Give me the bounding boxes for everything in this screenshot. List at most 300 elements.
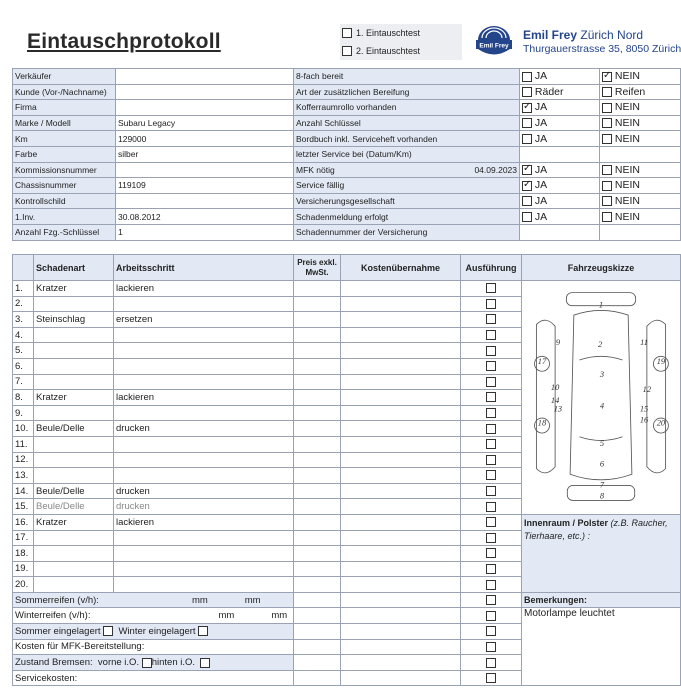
cost-coverage-cell[interactable] [341, 436, 461, 452]
option-1-cell[interactable] [520, 193, 600, 209]
execution-cell[interactable] [461, 530, 522, 546]
check-label-text: Service fällig [296, 180, 345, 191]
execution-cell[interactable] [461, 281, 522, 297]
option-1-checkbox[interactable] [522, 181, 532, 191]
execution-cell[interactable] [461, 483, 522, 499]
cost-coverage-cell[interactable] [341, 452, 461, 468]
winter-stored-label: Winter eingelagert [118, 625, 196, 637]
damage-row [13, 514, 681, 530]
footer-empty [341, 592, 461, 608]
brand-name [523, 28, 643, 42]
execution-cell[interactable] [461, 405, 522, 421]
check-label-text: 8-fach bereit [296, 71, 344, 82]
option-1-label: JA [534, 132, 548, 145]
damage-row [13, 281, 681, 297]
price-cell[interactable] [294, 468, 341, 484]
work-step[interactable] [114, 296, 294, 312]
execution-checkbox[interactable] [486, 564, 496, 574]
sketch-zone-2: 2 [597, 339, 603, 350]
execution-checkbox[interactable] [486, 533, 496, 543]
price-cell[interactable] [294, 312, 341, 328]
interior-cell[interactable] [522, 514, 681, 592]
footer-check-cell[interactable] [461, 639, 522, 655]
info-value[interactable] [116, 193, 294, 209]
col-ausfuehrung: Ausführung [461, 255, 522, 281]
footer-check-cell[interactable] [461, 592, 522, 608]
sketch-zone-14: 14 [550, 395, 560, 406]
option-2-cell[interactable] [600, 193, 681, 209]
price-cell[interactable] [294, 530, 341, 546]
test-option-2[interactable] [340, 42, 462, 60]
option-1-cell[interactable] [520, 131, 600, 147]
work-step[interactable] [114, 546, 294, 562]
cost-coverage-cell[interactable] [341, 405, 461, 421]
execution-cell[interactable] [461, 312, 522, 328]
execution-cell[interactable] [461, 452, 522, 468]
cost-coverage-cell[interactable] [341, 374, 461, 390]
price-cell[interactable] [294, 374, 341, 390]
cost-coverage-cell[interactable] [341, 390, 461, 406]
damage-type[interactable]: Beule/Delle [34, 483, 114, 499]
storage-checkbox[interactable] [486, 626, 496, 636]
damage-type[interactable]: Kratzer [34, 514, 114, 530]
cost-coverage-cell[interactable] [341, 312, 461, 328]
option-1-checkbox[interactable] [522, 212, 532, 222]
price-cell[interactable] [294, 499, 341, 515]
check-label [294, 193, 520, 209]
test-2-checkbox[interactable] [342, 46, 352, 56]
footer-empty [294, 670, 341, 686]
info-value[interactable] [116, 84, 294, 100]
damage-row-number: 12. [13, 452, 34, 468]
execution-checkbox[interactable] [486, 455, 496, 465]
option-1-checkbox[interactable] [522, 87, 532, 97]
damage-row-number: 20. [13, 577, 34, 593]
info-value[interactable]: 129000 [116, 131, 294, 147]
emil-frey-emblem-icon [475, 24, 513, 58]
work-step[interactable] [114, 561, 294, 577]
cost-coverage-cell[interactable] [341, 343, 461, 359]
option-2-checkbox[interactable] [602, 165, 612, 175]
check-label-text: Art der zusätzlichen Bereifung [296, 86, 410, 97]
option-1-checkbox[interactable] [522, 165, 532, 175]
damage-type[interactable] [34, 374, 114, 390]
option-2-cell[interactable] [600, 115, 681, 131]
damage-type[interactable] [34, 468, 114, 484]
cost-coverage-cell[interactable] [341, 358, 461, 374]
price-cell[interactable] [294, 390, 341, 406]
price-cell[interactable] [294, 577, 341, 593]
col-number [13, 255, 34, 281]
winter-tires-cell[interactable] [13, 608, 294, 624]
footer-check-cell[interactable] [461, 655, 522, 671]
damage-row-number: 3. [13, 312, 34, 328]
option-1-cell[interactable] [520, 69, 600, 85]
info-label: Kommissionsnummer [13, 162, 116, 178]
info-value[interactable] [116, 162, 294, 178]
option-1-cell[interactable] [520, 178, 600, 194]
brand-name-light: Zürich Nord [580, 28, 644, 42]
option-1-cell[interactable] [520, 115, 600, 131]
option-2-checkbox[interactable] [602, 181, 612, 191]
work-step[interactable] [114, 452, 294, 468]
vehicle-sketch-cell [522, 281, 681, 515]
info-value[interactable]: Subaru Legacy [116, 115, 294, 131]
execution-checkbox[interactable] [486, 580, 496, 590]
option-2-cell[interactable] [600, 69, 681, 85]
mfk-cost-cell[interactable] [13, 639, 294, 655]
option-2-checkbox[interactable] [602, 212, 612, 222]
option-2-checkbox[interactable] [602, 118, 612, 128]
work-step[interactable]: drucken [114, 483, 294, 499]
execution-cell[interactable] [461, 390, 522, 406]
option-2-label: NEIN [614, 117, 641, 130]
damage-type[interactable] [34, 561, 114, 577]
option-2-label: NEIN [614, 163, 641, 176]
cost-coverage-cell[interactable] [341, 499, 461, 515]
price-cell[interactable] [294, 421, 341, 437]
option-1-label: JA [534, 101, 548, 114]
option-2-cell[interactable] [600, 146, 681, 162]
brakes-cell[interactable] [13, 655, 294, 671]
info-row [13, 131, 681, 147]
work-step[interactable] [114, 374, 294, 390]
execution-cell[interactable] [461, 436, 522, 452]
winter-tires-checkbox[interactable] [486, 611, 496, 621]
info-value[interactable]: 30.08.2012 [116, 209, 294, 225]
damage-row-number: 9. [13, 405, 34, 421]
option-2-cell[interactable] [600, 162, 681, 178]
price-cell[interactable] [294, 343, 341, 359]
execution-cell[interactable] [461, 468, 522, 484]
price-cell[interactable] [294, 327, 341, 343]
check-label-text: Kofferraumrollo vorhanden [296, 102, 397, 113]
option-2-label: NEIN [614, 132, 641, 145]
footer-empty [341, 670, 461, 686]
footer-row [13, 592, 681, 608]
sketch-zone-19: 19 [656, 356, 666, 367]
footer-empty [341, 608, 461, 624]
execution-checkbox[interactable] [486, 439, 496, 449]
option-2-cell[interactable] [600, 100, 681, 116]
execution-checkbox[interactable] [486, 392, 496, 402]
brand-name-bold: Emil Frey [523, 28, 578, 42]
damage-type[interactable] [34, 452, 114, 468]
interior-hint: (z.B. Raucher, Tierhaare, etc.) : [524, 517, 668, 541]
footer-empty [341, 639, 461, 655]
cost-coverage-cell[interactable] [341, 327, 461, 343]
work-step[interactable]: lackieren [114, 390, 294, 406]
damage-type[interactable] [34, 358, 114, 374]
damage-row-number: 15. [13, 499, 34, 515]
execution-cell[interactable] [461, 561, 522, 577]
brakes-front-checkbox[interactable] [142, 658, 152, 668]
service-cost-checkbox[interactable] [486, 673, 496, 683]
vehicle-diagram-icon [522, 287, 680, 507]
sketch-zone-15: 15 [639, 403, 649, 414]
footer-check-cell[interactable] [461, 670, 522, 686]
check-label-text: MFK nötig [296, 164, 335, 175]
option-2-label: Reifen [614, 85, 646, 98]
execution-checkbox[interactable] [486, 299, 496, 309]
summer-stored-label: Sommer eingelagert [15, 625, 101, 637]
footer-check-cell[interactable] [461, 624, 522, 640]
damage-type[interactable] [34, 577, 114, 593]
damage-row-number: 10. [13, 421, 34, 437]
execution-checkbox[interactable] [486, 346, 496, 356]
info-value[interactable] [116, 69, 294, 85]
price-cell[interactable] [294, 405, 341, 421]
execution-checkbox[interactable] [486, 470, 496, 480]
execution-checkbox[interactable] [486, 314, 496, 324]
option-1-checkbox[interactable] [522, 134, 532, 144]
info-value[interactable]: 119109 [116, 178, 294, 194]
damage-type[interactable]: Kratzer [34, 390, 114, 406]
check-label [294, 100, 520, 116]
option-1-label: JA [534, 179, 548, 192]
price-cell[interactable] [294, 281, 341, 297]
sketch-zone-13: 13 [553, 403, 563, 414]
option-1-label: JA [534, 117, 548, 130]
work-step[interactable]: lackieren [114, 281, 294, 297]
damage-type[interactable] [34, 546, 114, 562]
footer-check-cell[interactable] [461, 608, 522, 624]
execution-checkbox[interactable] [486, 283, 496, 293]
service-cost-cell[interactable] [13, 670, 294, 686]
option-2-checkbox[interactable] [602, 196, 612, 206]
info-row [13, 84, 681, 100]
sketch-zone-16: 16 [639, 415, 649, 426]
damage-row-number: 18. [13, 546, 34, 562]
work-step[interactable] [114, 436, 294, 452]
option-1-cell[interactable] [520, 162, 600, 178]
damage-type[interactable] [34, 327, 114, 343]
damage-row-number: 6. [13, 358, 34, 374]
summer-mm-rear: mm [244, 594, 261, 606]
execution-checkbox[interactable] [486, 361, 496, 371]
option-1-checkbox[interactable] [522, 196, 532, 206]
info-value[interactable] [116, 100, 294, 116]
info-label: Chassisnummer [13, 178, 116, 194]
option-1-cell[interactable] [520, 146, 600, 162]
sketch-zone-3: 3 [599, 369, 605, 380]
footer-empty [294, 624, 341, 640]
option-1-checkbox[interactable] [522, 103, 532, 113]
option-1-checkbox[interactable] [522, 72, 532, 82]
cost-coverage-cell[interactable] [341, 561, 461, 577]
damage-type[interactable]: Beule/Delle [34, 421, 114, 437]
check-label [294, 224, 520, 240]
execution-cell[interactable] [461, 514, 522, 530]
work-step[interactable] [114, 343, 294, 359]
damage-type[interactable] [34, 530, 114, 546]
damage-row-number: 8. [13, 390, 34, 406]
price-cell[interactable] [294, 561, 341, 577]
option-2-cell[interactable] [600, 84, 681, 100]
price-cell[interactable] [294, 514, 341, 530]
test-1-checkbox[interactable] [342, 28, 352, 38]
info-row [13, 193, 681, 209]
damage-type[interactable]: Beule/Delle [34, 499, 114, 515]
option-2-cell[interactable] [600, 209, 681, 225]
option-1-cell[interactable] [520, 100, 600, 116]
cost-coverage-cell[interactable] [341, 546, 461, 562]
damage-type[interactable] [34, 405, 114, 421]
service-cost-label: Servicekosten: [15, 672, 78, 684]
work-step[interactable] [114, 530, 294, 546]
option-2-checkbox[interactable] [602, 72, 612, 82]
damage-row-number: 16. [13, 514, 34, 530]
work-step[interactable]: drucken [114, 421, 294, 437]
cost-coverage-cell[interactable] [341, 468, 461, 484]
option-1-label: JA [534, 210, 548, 223]
execution-checkbox[interactable] [486, 548, 496, 558]
brakes-checkbox[interactable] [486, 658, 496, 668]
info-row [13, 162, 681, 178]
damage-row-number: 7. [13, 374, 34, 390]
test-option-1[interactable] [340, 24, 462, 42]
option-2-checkbox[interactable] [602, 87, 612, 97]
sketch-zone-18: 18 [537, 418, 547, 429]
work-step[interactable]: lackieren [114, 514, 294, 530]
option-1-cell[interactable] [520, 209, 600, 225]
execution-cell[interactable] [461, 358, 522, 374]
sketch-zone-5: 5 [599, 438, 605, 449]
option-2-checkbox[interactable] [602, 134, 612, 144]
footer-empty [294, 592, 341, 608]
info-row [13, 224, 681, 240]
option-1-checkbox[interactable] [522, 118, 532, 128]
damage-type[interactable] [34, 296, 114, 312]
option-2-cell[interactable] [600, 178, 681, 194]
execution-checkbox[interactable] [486, 424, 496, 434]
footer-row [13, 608, 681, 624]
storage-cell[interactable] [13, 624, 294, 640]
winter-stored-checkbox[interactable] [198, 626, 208, 636]
execution-cell[interactable] [461, 546, 522, 562]
execution-cell[interactable] [461, 343, 522, 359]
sketch-zone-6: 6 [599, 459, 605, 470]
sketch-zone-9: 9 [555, 337, 561, 348]
brakes-front-label: vorne i.O. [97, 657, 140, 669]
winter-mm-front: mm [218, 610, 235, 622]
col-fahrzeugskizze: Fahrzeugskizze [522, 255, 681, 281]
sketch-zone-10: 10 [550, 382, 560, 393]
damage-type[interactable]: Steinschlag [34, 312, 114, 328]
remarks-label: Bemerkungen: [522, 592, 681, 608]
sketch-zone-17: 17 [537, 356, 547, 367]
option-2-label: NEIN [614, 210, 641, 223]
option-2-label: NEIN [614, 101, 641, 114]
cost-coverage-cell[interactable] [341, 514, 461, 530]
work-step[interactable]: drucken [114, 499, 294, 515]
info-label: Kontrollschild [13, 193, 116, 209]
footer-empty [294, 608, 341, 624]
cost-coverage-cell[interactable] [341, 530, 461, 546]
summer-tires-cell[interactable] [13, 592, 294, 608]
cost-coverage-cell[interactable] [341, 483, 461, 499]
damage-row-number: 17. [13, 530, 34, 546]
execution-checkbox[interactable] [486, 330, 496, 340]
damage-type[interactable] [34, 343, 114, 359]
execution-cell[interactable] [461, 499, 522, 515]
cost-coverage-cell[interactable] [341, 281, 461, 297]
work-step[interactable] [114, 358, 294, 374]
execution-cell[interactable] [461, 577, 522, 593]
work-step[interactable] [114, 468, 294, 484]
execution-checkbox[interactable] [486, 502, 496, 512]
winter-mm-rear: mm [271, 610, 288, 622]
execution-checkbox[interactable] [486, 517, 496, 527]
price-cell[interactable] [294, 358, 341, 374]
price-cell[interactable] [294, 483, 341, 499]
sketch-zone-1: 1 [598, 300, 604, 311]
price-cell[interactable] [294, 436, 341, 452]
cost-coverage-cell[interactable] [341, 421, 461, 437]
info-row [13, 146, 681, 162]
option-1-cell[interactable] [520, 224, 600, 240]
price-cell[interactable] [294, 546, 341, 562]
option-2-cell[interactable] [600, 224, 681, 240]
winter-tires-label: Winterreifen (v/h): [15, 610, 91, 622]
info-value[interactable]: silber [116, 146, 294, 162]
damage-type[interactable]: Kratzer [34, 281, 114, 297]
execution-cell[interactable] [461, 296, 522, 312]
option-1-cell[interactable] [520, 84, 600, 100]
interior-label: Innenraum / Polster [524, 517, 609, 528]
summer-tires-checkbox[interactable] [486, 595, 496, 605]
damage-row-number: 2. [13, 296, 34, 312]
execution-cell[interactable] [461, 421, 522, 437]
mfk-cost-checkbox[interactable] [486, 642, 496, 652]
work-step[interactable] [114, 405, 294, 421]
cost-coverage-cell[interactable] [341, 577, 461, 593]
option-1-label: JA [534, 195, 548, 208]
check-label [294, 178, 520, 194]
option-2-label: NEIN [614, 195, 641, 208]
footer-empty [294, 639, 341, 655]
execution-checkbox[interactable] [486, 486, 496, 496]
summer-tires-label: Sommerreifen (v/h): [15, 594, 99, 606]
info-value[interactable]: 1 [116, 224, 294, 240]
execution-checkbox[interactable] [486, 377, 496, 387]
check-label [294, 162, 520, 178]
option-1-label: Räder [534, 85, 564, 98]
info-row [13, 209, 681, 225]
option-1-label: JA [534, 70, 548, 83]
damage-type[interactable] [34, 436, 114, 452]
brakes-rear-checkbox[interactable] [200, 658, 210, 668]
execution-cell[interactable] [461, 327, 522, 343]
col-kostenuebernahme: Kostenübernahme [341, 255, 461, 281]
work-step[interactable] [114, 577, 294, 593]
execution-cell[interactable] [461, 374, 522, 390]
price-cell[interactable] [294, 296, 341, 312]
work-step[interactable]: ersetzen [114, 312, 294, 328]
check-value: 04.09.2023 [474, 164, 517, 175]
option-2-cell[interactable] [600, 131, 681, 147]
price-cell[interactable] [294, 452, 341, 468]
summer-stored-checkbox[interactable] [103, 626, 113, 636]
sketch-zone-12: 12 [642, 384, 652, 395]
execution-checkbox[interactable] [486, 408, 496, 418]
work-step[interactable] [114, 327, 294, 343]
info-label: 1.Inv. [13, 209, 116, 225]
option-2-checkbox[interactable] [602, 103, 612, 113]
remarks-value[interactable]: Motorlampe leuchtet [522, 608, 681, 686]
option-2-label: NEIN [614, 70, 641, 83]
cost-coverage-cell[interactable] [341, 296, 461, 312]
